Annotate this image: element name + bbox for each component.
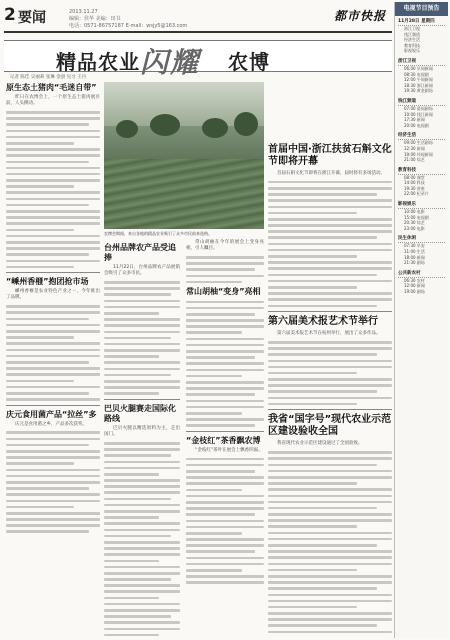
issue-date: 2013.11.27 (69, 9, 98, 15)
article-column-3 (268, 80, 392, 636)
tv-guide-channel: 浙江卫视 (398, 58, 445, 66)
article-headline: 原生态土猪肉“毛迷自带” (6, 83, 97, 92)
tv-guide-item: 18:00 新闻 (404, 254, 425, 260)
page-number: 2 (4, 5, 16, 25)
tv-guide-item: 经济生活 (404, 37, 420, 43)
tv-guide-item: 10:00 电影 (404, 209, 425, 215)
article-body: 巴贝火腿以精选原料为主，走出国门。 (104, 425, 180, 438)
article-body: 11月22日，台州品牌农产品展销会吸引了众多市民。 (104, 265, 180, 277)
tv-guide-group (398, 167, 445, 197)
article-headline: 巴贝火腿赛走国际化路线 (104, 403, 176, 423)
sidebar-title: 电视节目预告 (395, 2, 448, 16)
tv-guide-item: 07:30 早安 (404, 243, 425, 249)
tv-guide-item: 19:00 经视新闻 (404, 151, 433, 157)
contact-info: 电话：0571-86757187 E-mail：wsjy5@163.com (69, 23, 188, 29)
header-meta (69, 9, 259, 30)
tv-guide-group (398, 270, 445, 295)
article-body: 第六届美术报艺术节在杭州举行，展出了众多作品。 (277, 331, 381, 337)
tv-guide-channel: 教育科技 (398, 167, 445, 175)
tv-guide-item: 19:30 黄金剧场 (404, 88, 433, 94)
tv-guide-group (398, 132, 445, 162)
article-body: 我省现代农业示范区建设通过了全国验收。 (277, 441, 363, 447)
editor-info: 编辑：侯华 美编：田书 (69, 16, 121, 22)
tv-guide-channel: 公共新农村 (398, 270, 445, 278)
article-subcolumn-left (104, 240, 180, 636)
article-headline: 首届中国·浙江扶贫石斛文化节即将开幕 (268, 144, 392, 167)
banner-byline: 记者 陈佳 吴丽莉 张琳 金晨 见习 王丹 (10, 75, 87, 80)
article-body-fill (6, 431, 100, 533)
divider (6, 405, 100, 406)
divider (268, 409, 392, 410)
tv-guide-item: 影视娱乐 (404, 48, 420, 54)
article-body: 首届石斛文化节即将在浙江开幕，届时将有多场活动。 (277, 171, 385, 176)
tv-guide-group (398, 235, 445, 265)
tv-guide-group (398, 18, 445, 54)
tv-guide-channel: 11月28日 星期四 (398, 18, 445, 26)
tv-guide-channel: 钱江频道 (398, 98, 445, 106)
article-body-fill (268, 341, 392, 405)
tv-guide-item: 20:30 综艺 (404, 220, 425, 226)
tv-guide-channel: 经济生活 (398, 132, 445, 140)
tv-guide-item: 07:00 晨间剧场 (404, 105, 433, 111)
banner-title-a: 精品农业 (56, 50, 140, 74)
article-headline: 常山胡柚“变身”亮相 (186, 286, 261, 296)
tv-guide-item: 浙江卫视 (404, 26, 420, 31)
divider (186, 431, 264, 432)
article-body-fill (268, 451, 392, 636)
article-body: 庆元是食用菌之乡，产品多次获奖。 (15, 421, 87, 427)
tv-guide-item: 19:30 讲座 (404, 185, 425, 191)
article-column-1 (6, 80, 100, 636)
tv-guide-item: 17:30 新闻 (404, 117, 425, 123)
tv-guide-group (398, 98, 445, 128)
tv-guide-item: 08:00 课堂 (404, 174, 425, 180)
tv-guide-item: 22:00 纪录片 (404, 191, 429, 197)
article-body-fill (268, 181, 392, 307)
tv-guide-item: 12:00 午间新闻 (404, 77, 433, 83)
article-body-fill (186, 458, 264, 584)
tv-guide-item: 钱江频道 (404, 31, 420, 37)
tv-guide-item: 12:30 新闻 (404, 145, 425, 151)
tv-guide-item: 19:00 剧场 (404, 289, 425, 294)
tv-guide-item: 21:30 剧场 (404, 260, 425, 266)
tv-guide-item: 11:00 生活 (404, 249, 425, 255)
article-column-2 (104, 80, 264, 636)
tv-guide-list (395, 16, 448, 301)
article-headline: 第六届美术报艺术节举行 (268, 316, 378, 328)
tv-guide-item: 09:00 生活剧场 (404, 140, 433, 146)
tv-guide-item: 23:00 电影 (404, 225, 425, 231)
tv-guide-item: 10:00 钱江新闻 (404, 111, 433, 117)
banner-title-b: 闪耀 (140, 46, 201, 79)
tv-guide-item: 15:00 电视剧 (404, 214, 429, 220)
article-headline: 台州品牌农产品受追捧 (104, 243, 176, 262)
article-body-fill (6, 305, 100, 400)
tv-guide-channel: 民生休闲 (398, 235, 445, 243)
divider (268, 311, 392, 312)
article-body: 昨日在农博会上，一个原生态土猪肉展区前，人头攒动。 (6, 95, 100, 107)
article-headline: “嵊州香榧”抱团抢市场 (6, 277, 89, 287)
newspaper-brand: 都市快报 (333, 9, 386, 23)
article-body: 嵊州香榧是农业特色产业之一，今年推出了品牌。 (6, 289, 100, 301)
banner-title-c: 农博 (228, 50, 270, 74)
tv-guide-item: 18:30 浙江新闻 (404, 82, 433, 88)
tv-guide-item: 12:00 新闻 (404, 283, 425, 289)
divider (104, 399, 180, 400)
article-body-fill (186, 301, 264, 427)
article-subcolumn-right (186, 240, 264, 588)
article-body: 常山胡柚在今年的展会上变身亮相，引人瞩目。 (186, 240, 264, 252)
photo-caption: 农博会期间，来自各地的精品农业吸引了众多市民前来选购。 (104, 231, 212, 236)
tv-guide-item: 08:30 电视剧 (404, 71, 429, 77)
tv-guide-sidebar (394, 2, 448, 638)
farm-photo (104, 82, 264, 229)
tv-guide-group (398, 201, 445, 231)
article-body-fill (186, 256, 264, 283)
tv-guide-group (398, 58, 445, 94)
article-headline: 我省“国字号”现代农业示范区建设验收全国 (268, 414, 392, 438)
section-title: 要闻 (18, 10, 46, 26)
page-header (4, 3, 392, 33)
tv-guide-item: 14:00 科技 (404, 180, 425, 186)
tv-guide-item: 06:00 早间新闻 (404, 65, 433, 71)
article-body-fill (104, 281, 180, 395)
divider (6, 272, 100, 273)
tv-guide-item: 06:30 农村 (404, 277, 425, 283)
article-body: “金枝红”茶叶在展会上飘香四溢。 (195, 447, 263, 453)
article-headline: “金枝红”茶香飘农博 (186, 435, 261, 445)
article-body-fill (104, 442, 180, 636)
tv-guide-item: 21:00 综艺 (404, 157, 425, 163)
article-headline: 庆元食用菌产品“拉丝”多 (6, 409, 97, 419)
tv-guide-channel: 影视娱乐 (398, 201, 445, 209)
tv-guide-item: 20:00 电视剧 (404, 122, 429, 128)
article-body-fill (6, 111, 100, 268)
tv-guide-item: 教育科技 (404, 42, 420, 48)
